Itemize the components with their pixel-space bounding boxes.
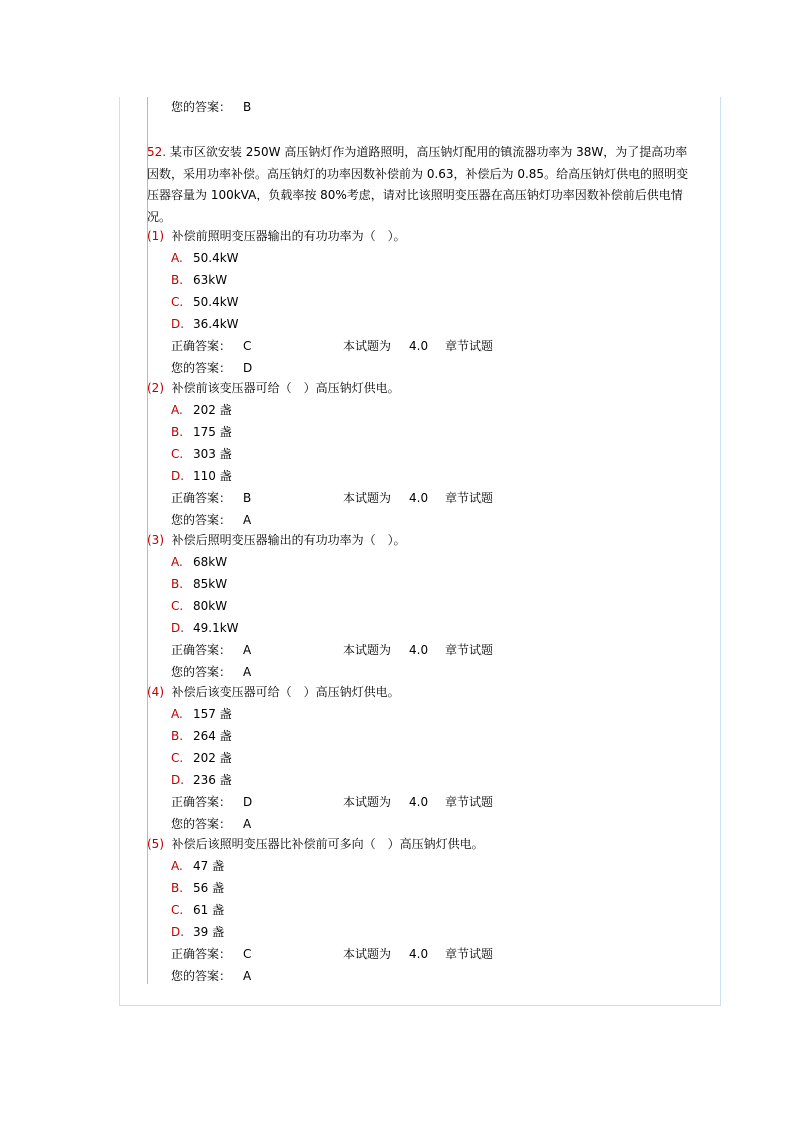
your-answer-label: 您的答案：	[171, 361, 232, 375]
score-label: 本试题为	[343, 339, 392, 353]
your-answer-row	[171, 512, 251, 528]
option-letter: A.	[171, 555, 183, 569]
sub-question-header	[147, 532, 406, 548]
sub-question-number: (3)	[147, 533, 164, 547]
option-letter: A.	[171, 707, 183, 721]
your-answer-label: 您的答案：	[171, 969, 232, 983]
your-answer-label: 您的答案：	[171, 513, 232, 527]
option-item	[171, 294, 239, 310]
option-item	[171, 772, 232, 788]
option-item	[171, 858, 224, 874]
option-letter: A.	[171, 251, 183, 265]
score-label: 本试题为	[343, 947, 392, 961]
score-value: 4.0	[409, 947, 429, 961]
correct-answer-value: A	[243, 643, 252, 657]
option-item	[171, 924, 224, 940]
score-value: 4.0	[409, 339, 429, 353]
correct-answer-row	[171, 338, 493, 354]
correct-answer-row	[171, 946, 493, 962]
sub-question-text: 补偿后该照明变压器比补偿前可多向（ ）高压钠灯供电。	[171, 837, 484, 851]
question-stem	[147, 142, 695, 228]
option-item	[171, 424, 232, 440]
your-answer-label: 您的答案：	[171, 665, 232, 679]
sub-question-number: (1)	[147, 229, 164, 243]
option-letter: C.	[171, 903, 184, 917]
option-letter: C.	[171, 447, 184, 461]
option-text: 157 盏	[193, 707, 232, 721]
option-item	[171, 446, 232, 462]
option-letter: C.	[171, 295, 184, 309]
sub-question-text: 补偿后照明变压器输出的有功功率为（ ）。	[171, 533, 406, 547]
option-item	[171, 316, 239, 332]
score-value: 4.0	[409, 491, 429, 505]
option-text: 47 盏	[193, 859, 225, 873]
option-item	[171, 468, 232, 484]
correct-answer-label: 正确答案：	[171, 491, 232, 505]
option-text: 50.4kW	[193, 295, 239, 309]
prev-your-answer-row	[171, 99, 251, 115]
option-item	[171, 620, 239, 636]
your-answer-label: 您的答案：	[171, 100, 232, 114]
option-item	[171, 250, 239, 266]
score-label: 本试题为	[343, 491, 392, 505]
correct-answer-row	[171, 642, 493, 658]
correct-answer-row	[171, 794, 493, 810]
option-letter: A.	[171, 403, 183, 417]
question-number: 52.	[147, 145, 167, 159]
option-text: 50.4kW	[193, 251, 239, 265]
correct-answer-label: 正确答案：	[171, 947, 232, 961]
option-item	[171, 880, 224, 896]
your-answer-value: A	[243, 665, 252, 679]
option-letter: B.	[171, 425, 184, 439]
sub-question-header	[147, 380, 400, 396]
option-text: 85kW	[193, 577, 228, 591]
chapter-label: 章节试题	[445, 795, 494, 809]
option-text: 202 盏	[193, 751, 232, 765]
sub-question-text: 补偿前该变压器可给（ ）高压钠灯供电。	[171, 381, 400, 395]
sub-question-number: (5)	[147, 837, 164, 851]
your-answer-value: A	[243, 817, 252, 831]
chapter-label: 章节试题	[445, 947, 494, 961]
option-letter: C.	[171, 599, 184, 613]
option-item	[171, 576, 227, 592]
your-answer-row	[171, 968, 251, 984]
correct-answer-row	[171, 490, 493, 506]
option-item	[171, 554, 227, 570]
option-text: 56 盏	[193, 881, 225, 895]
option-letter: A.	[171, 859, 183, 873]
option-letter: D.	[171, 773, 185, 787]
option-letter: B.	[171, 577, 184, 591]
option-text: 110 盏	[193, 469, 232, 483]
option-letter: B.	[171, 881, 184, 895]
your-answer-row	[171, 664, 251, 680]
option-text: 236 盏	[193, 773, 232, 787]
your-answer-value: B	[243, 100, 252, 114]
sub-question-text: 补偿前照明变压器输出的有功功率为（ ）。	[171, 229, 406, 243]
score-value: 4.0	[409, 643, 429, 657]
option-letter: D.	[171, 925, 185, 939]
chapter-label: 章节试题	[445, 643, 494, 657]
option-text: 202 盏	[193, 403, 232, 417]
your-answer-row	[171, 816, 251, 832]
your-answer-value: A	[243, 513, 252, 527]
option-letter: C.	[171, 751, 184, 765]
your-answer-label: 您的答案：	[171, 817, 232, 831]
your-answer-row	[171, 360, 252, 376]
score-value: 4.0	[409, 795, 429, 809]
option-text: 80kW	[193, 599, 228, 613]
your-answer-value: A	[243, 969, 252, 983]
sub-question-number: (2)	[147, 381, 164, 395]
option-text: 49.1kW	[193, 621, 239, 635]
correct-answer-label: 正确答案：	[171, 643, 232, 657]
sub-question-number: (4)	[147, 685, 164, 699]
chapter-label: 章节试题	[445, 491, 494, 505]
correct-answer-label: 正确答案：	[171, 795, 232, 809]
option-text: 264 盏	[193, 729, 232, 743]
option-item	[171, 706, 232, 722]
sub-question-header	[147, 836, 484, 852]
correct-answer-label: 正确答案：	[171, 339, 232, 353]
question-text: 某市区欲安装 250W 高压钠灯作为道路照明，高压钠灯配用的镇流器功率为 38W，为了提高功率因数，采用功率补偿。高压钠灯的功率因数补偿前为 0.63，补偿后为 0.85。给高压钠灯供电的照明变压器容量为 100kVA，负载率按 80%考虑，请对比该照明变压器在高压钠灯功率因数补偿前后供电情况。	[147, 145, 689, 224]
sub-question-header	[147, 228, 406, 244]
option-text: 61 盏	[193, 903, 225, 917]
option-letter: D.	[171, 469, 185, 483]
correct-answer-value: C	[243, 947, 252, 961]
score-label: 本试题为	[343, 795, 392, 809]
your-answer-value: D	[243, 361, 253, 375]
option-text: 39 盏	[193, 925, 225, 939]
option-item	[171, 402, 232, 418]
option-letter: B.	[171, 273, 184, 287]
correct-answer-value: B	[243, 491, 252, 505]
option-letter: D.	[171, 621, 185, 635]
option-letter: B.	[171, 729, 184, 743]
option-text: 63kW	[193, 273, 228, 287]
option-item	[171, 728, 232, 744]
correct-answer-value: C	[243, 339, 252, 353]
option-text: 68kW	[193, 555, 228, 569]
sub-question-text: 补偿后该变压器可给（ ）高压钠灯供电。	[171, 685, 400, 699]
option-text: 175 盏	[193, 425, 232, 439]
correct-answer-value: D	[243, 795, 253, 809]
option-text: 36.4kW	[193, 317, 239, 331]
option-item	[171, 598, 227, 614]
option-item	[171, 272, 227, 288]
sub-question-header	[147, 684, 400, 700]
chapter-label: 章节试题	[445, 339, 494, 353]
option-item	[171, 902, 224, 918]
option-item	[171, 750, 232, 766]
score-label: 本试题为	[343, 643, 392, 657]
option-letter: D.	[171, 317, 185, 331]
option-text: 303 盏	[193, 447, 232, 461]
